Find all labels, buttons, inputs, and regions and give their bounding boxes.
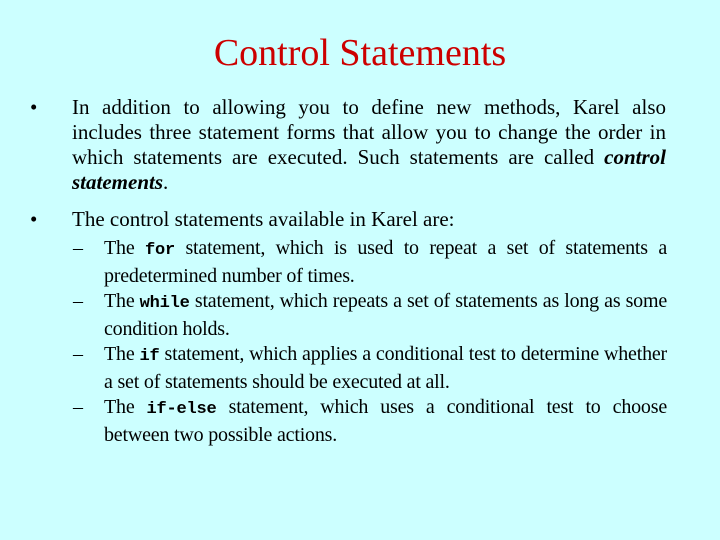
sub-list: [73, 236, 667, 448]
dash-marker: –: [73, 237, 83, 259]
sub-list-item: [73, 395, 667, 447]
slide-title: Control Statements: [213, 32, 507, 74]
code-keyword: if-else: [146, 400, 217, 419]
code-keyword: for: [144, 241, 175, 260]
sub-item-text: [104, 289, 667, 341]
bullet-text: [72, 95, 666, 195]
dash-marker: –: [73, 396, 83, 418]
sub-item-suffix: statement, which repeats a set of statements as long as some condition holds.: [104, 290, 667, 340]
dash-marker: –: [73, 343, 83, 365]
sub-item-prefix: The: [104, 343, 140, 365]
sub-item-text: [104, 236, 667, 288]
bullet-marker: •: [30, 95, 38, 119]
sub-list-item: [73, 236, 667, 288]
sub-item-prefix: The: [104, 396, 147, 418]
emphasis-text: control statements: [72, 145, 666, 194]
sub-list-item: [73, 289, 667, 341]
sub-item-text: [104, 342, 667, 394]
bullet-text-part: In addition to allowing you to define new methods, Karel also includes three statement forms that allow you to change the order in which statements are executed. Such statements are called: [72, 95, 666, 169]
code-keyword: while: [139, 294, 190, 313]
sub-item-prefix: The: [104, 237, 145, 259]
bullet-text-part: .: [163, 170, 169, 194]
bullet-item: [30, 207, 666, 232]
sub-item-suffix: statement, which applies a conditional test to determine whether a set of statements should be executed at all.: [104, 343, 668, 393]
sub-item-text: [104, 395, 667, 447]
code-keyword: if: [139, 347, 160, 366]
sub-item-prefix: The: [104, 290, 140, 312]
bullet-marker: •: [30, 207, 38, 231]
sub-list-item: [73, 342, 667, 394]
sub-item-suffix: statement, which is used to repeat a set of statements a predetermined number of times.: [104, 237, 668, 287]
bullet-text: The control statements available in Karel are:: [72, 207, 455, 231]
bullet-item: [30, 95, 666, 195]
sub-item-suffix: statement, which uses a conditional test to choose between two possible actions.: [104, 396, 667, 446]
dash-marker: –: [73, 290, 83, 312]
